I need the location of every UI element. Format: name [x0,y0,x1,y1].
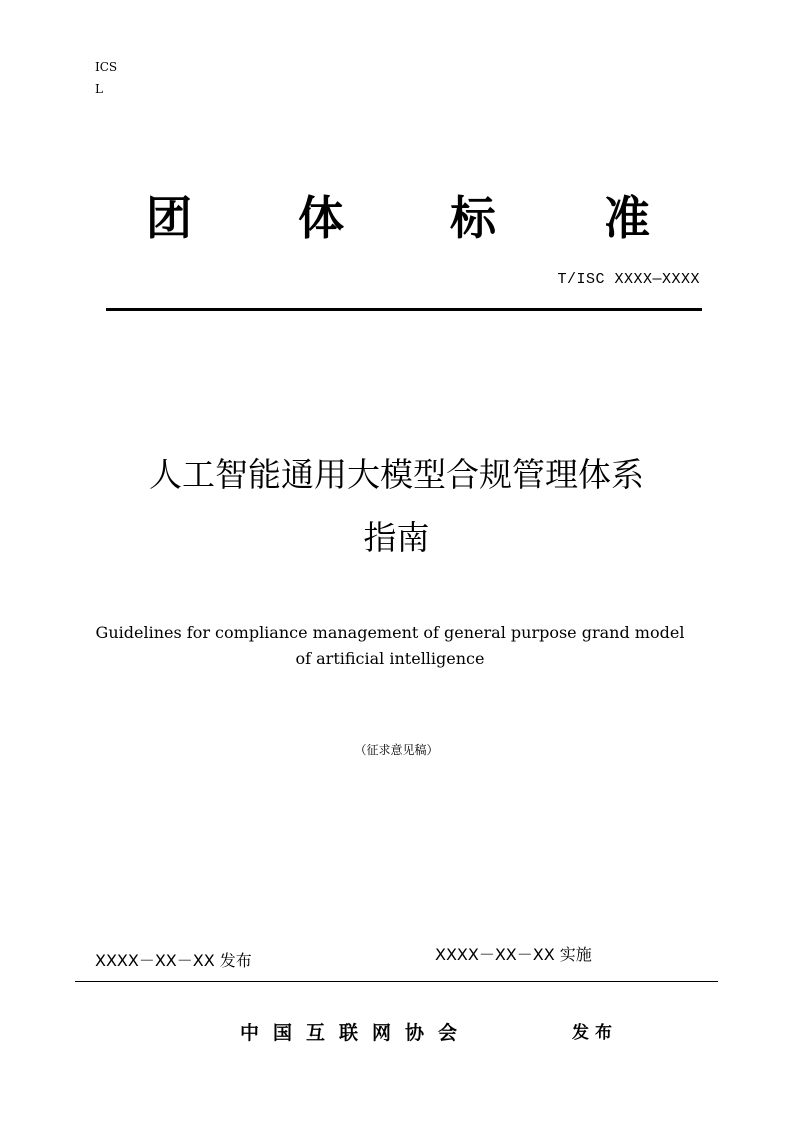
standard-type-heading [100,188,700,248]
standard-type-char: 标 [450,191,496,245]
ics-code: ICS [95,60,118,74]
draft-status: （征求意见稿） [354,743,439,757]
publish-date: XXXX－XX－XX 发布 [95,951,252,970]
title-cn-line1: 人工智能通用大模型合规管理体系 [149,455,644,494]
footer-divider [75,981,718,982]
implement-date: XXXX－XX－XX 实施 [435,945,592,964]
publisher-name: 中国互联网协会 [240,1022,472,1044]
header-divider [106,308,702,311]
title-en: Guidelines for compliance management of general purpose grand model of artificial intelligence [95,623,685,668]
ccs-code: L [95,82,103,96]
standard-type-char: 准 [604,191,650,245]
standard-number: T/ISC XXXX—XXXX [557,271,700,288]
title-cn-line2: 指南 [363,518,430,557]
standard-type-char: 团 [146,191,192,245]
standard-type-char: 体 [298,191,344,245]
publish-label: 发布 [572,1023,618,1043]
